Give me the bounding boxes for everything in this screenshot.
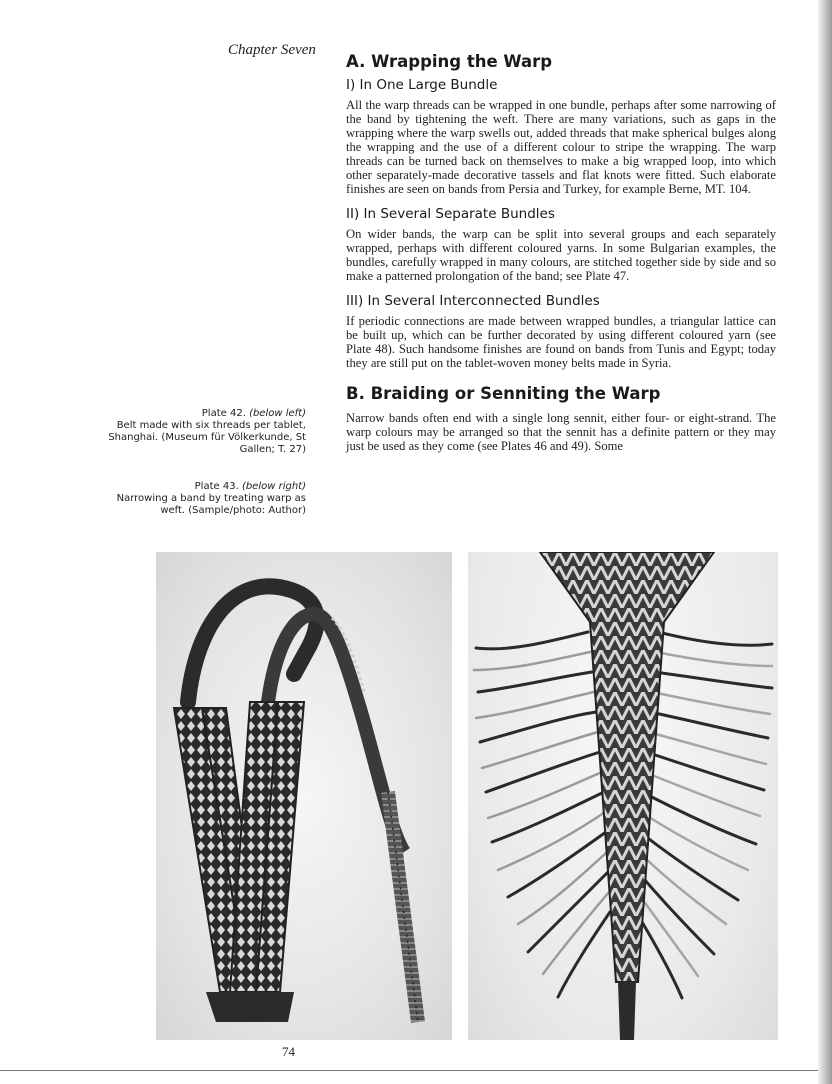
- plate-42-caption: [106, 408, 306, 456]
- subsection-1-paragraph: All the warp threads can be wrapped in one bundle, perhaps after some narrowing of the band by tightening the weft. There are many variations, such as gaps in the wrapping where the warp swells out, added threads that make spherical bulges along the wrapping and the use of a different colour to stripe the wrapping. The warp threads can be turned back on themselves to make a big wrapped loop, into which other separately-made decorative tassels and flat knots were fitted. Such elaborate finishes are seen on bands from Persia and Turkey, for example Berne, MT. 104.: [346, 98, 776, 196]
- section-a-heading: A. Wrapping the Warp: [346, 52, 553, 71]
- plate-43-photo: [468, 552, 778, 1040]
- plate-42-number: Plate 42.: [201, 408, 246, 419]
- bottom-rule: [0, 1070, 818, 1071]
- subsection-2-heading: II) In Several Separate Bundles: [346, 206, 555, 222]
- plate-42-position: (below left): [249, 408, 306, 419]
- subsection-3-heading: III) In Several Interconnected Bundles: [346, 293, 600, 309]
- braided-warp-illustration: [468, 552, 778, 1040]
- section-b-paragraph: Narrow bands often end with a single long sennit, either four- or eight-strand. The warp colours may be arranged so that the sennit has a definite pattern or they may just be used as they come (see Plates 46 and 49). Some: [346, 411, 776, 453]
- plate-43-position: (below right): [241, 481, 306, 492]
- plate-42-photo: [156, 552, 452, 1040]
- subsection-2-paragraph: On wider bands, the warp can be split into several groups and each separately wrapped, perhaps with different coloured yarns. In some Bulgarian examples, the bundles, carefully wrapped in many colours, are stitched together side by side and so make a patterned prolongation of the band; see Plate 47.: [346, 227, 776, 283]
- subsection-3-paragraph: If periodic connections are made between wrapped bundles, a triangular lattice can be built up, which can be further decorated by using different coloured yarn (see Plate 48). Such handsome finishes are found on bands from Tunis and Egypt; today they are still put on the tablet-woven money belts made in Syria.: [346, 314, 776, 370]
- page-number: 74: [282, 1044, 295, 1059]
- scan-edge-shadow: [818, 0, 832, 1084]
- section-b-heading: B. Braiding or Senniting the Warp: [346, 384, 661, 403]
- plate-42-text: Belt made with six threads per tablet, Shanghai. (Museum für Völkerkunde, St Gallen; T. 27): [108, 420, 306, 455]
- subsection-1-heading: I) In One Large Bundle: [346, 77, 498, 93]
- main-text-column: [346, 52, 776, 453]
- belt-illustration: [156, 552, 452, 1040]
- running-head: Chapter Seven: [228, 42, 316, 58]
- plate-43-caption: [106, 481, 306, 517]
- plate-43-text: Narrowing a band by treating warp as weft. (Sample/photo: Author): [116, 493, 306, 516]
- plate-43-number: Plate 43.: [194, 481, 239, 492]
